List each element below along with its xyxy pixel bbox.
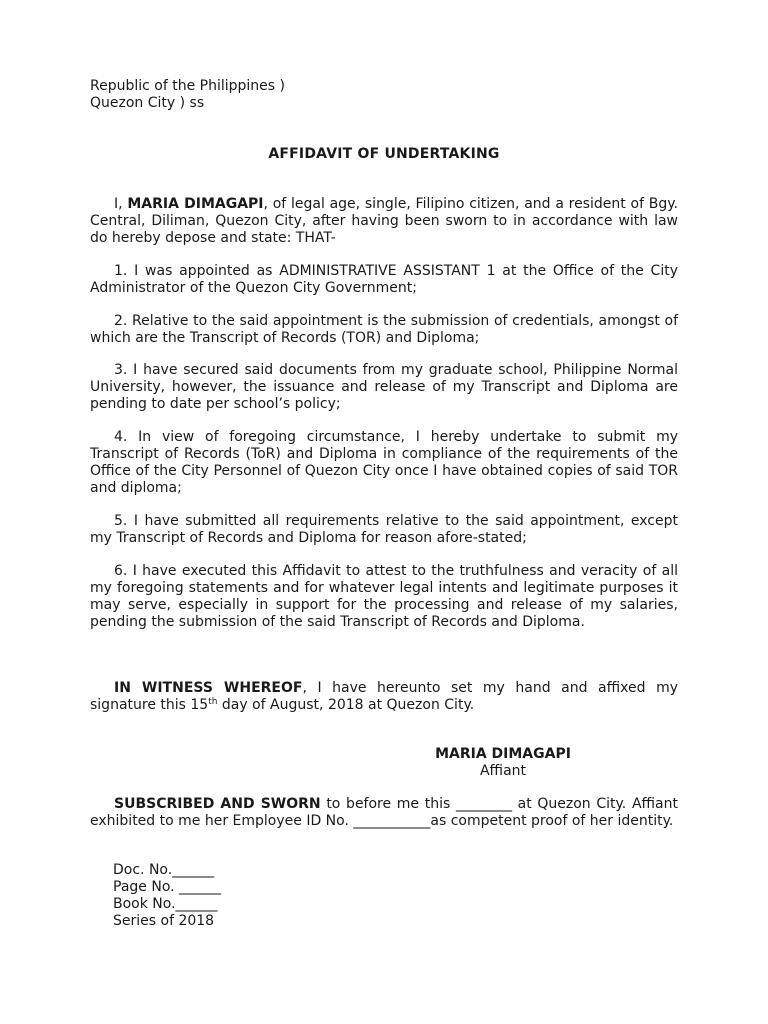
venue-line-republic: Republic of the Philippines ) [90,78,285,94]
notarial-register-block [113,862,221,930]
notary-heading: SUBSCRIBED AND SWORN [114,796,321,812]
page-number-line: Page No. ______ [113,879,222,895]
witness-text-2: day of August, 2018 at Quezon City. [217,697,475,713]
doc-number-line: Doc. No.______ [113,862,215,878]
venue-line-city: Quezon City ) ss [90,95,205,111]
signatory-name: MARIA DIMAGAPI [435,746,571,762]
intro-text: , of legal age, single, Filipino citizen, and a resident of Bgy. Central, Diliman, Quezon City, after having been sworn to in accordance with law do hereby depose and state: THAT- [90,196,678,246]
venue-block [90,78,285,112]
witness-heading: IN WITNESS WHEREOF [114,680,303,696]
paragraph-4: 4. In view of foregoing circumstance, I hereby undertake to submit my Transcript of Records (ToR) and Diploma in compliance of the requirements of the Office of the City Personnel of Quezon City once I have obtained copies of said TOR and diploma; [90,429,678,496]
witness-paragraph [90,680,678,714]
signatory-role: Affiant [479,763,527,779]
affiant-name: MARIA DIMAGAPI [127,196,264,212]
intro-pre: I, [114,196,128,212]
paragraph-1: 1. I was appointed as ADMINISTRATIVE ASSISTANT 1 at the Office of the City Administrator of the Quezon City Government; [90,263,678,296]
paragraph-6: 6. I have executed this Affidavit to attest to the truthfulness and veracity of all my foregoing statements and for whatever legal intents and legitimate purposes it may serve, especially in support for the processing and release of my salaries, pending the submission of the said Transcript of Records and Diploma. [90,563,678,630]
paragraph-5: 5. I have submitted all requirements relative to the said appointment, except my Transcript of Records and Diploma for reason afore-stated; [90,513,678,546]
intro-paragraph [90,196,678,247]
paragraph-2: 2. Relative to the said appointment is the submission of credentials, amongst of which are the Transcript of Records (TOR) and Diploma; [90,313,678,346]
document-title: AFFIDAVIT OF UNDERTAKING [268,146,500,162]
book-number-line: Book No.______ [113,896,218,912]
witness-text-1: , I have hereunto set my hand and affixed my signature this 15 [90,680,678,713]
signature-block [427,746,579,780]
notary-paragraph [90,796,678,830]
witness-ordinal: th [208,697,218,707]
paragraph-3: 3. I have secured said documents from my graduate school, Philippine Normal University, however, the issuance and release of my Transcript and Diploma are pending to date per school’s policy; [90,362,678,412]
notary-text: to before me this ________ at Quezon City. Affiant exhibited to me her Employee ID No. ___________as competent proof of her identity. [90,796,678,829]
series-line: Series of 2018 [113,913,215,929]
